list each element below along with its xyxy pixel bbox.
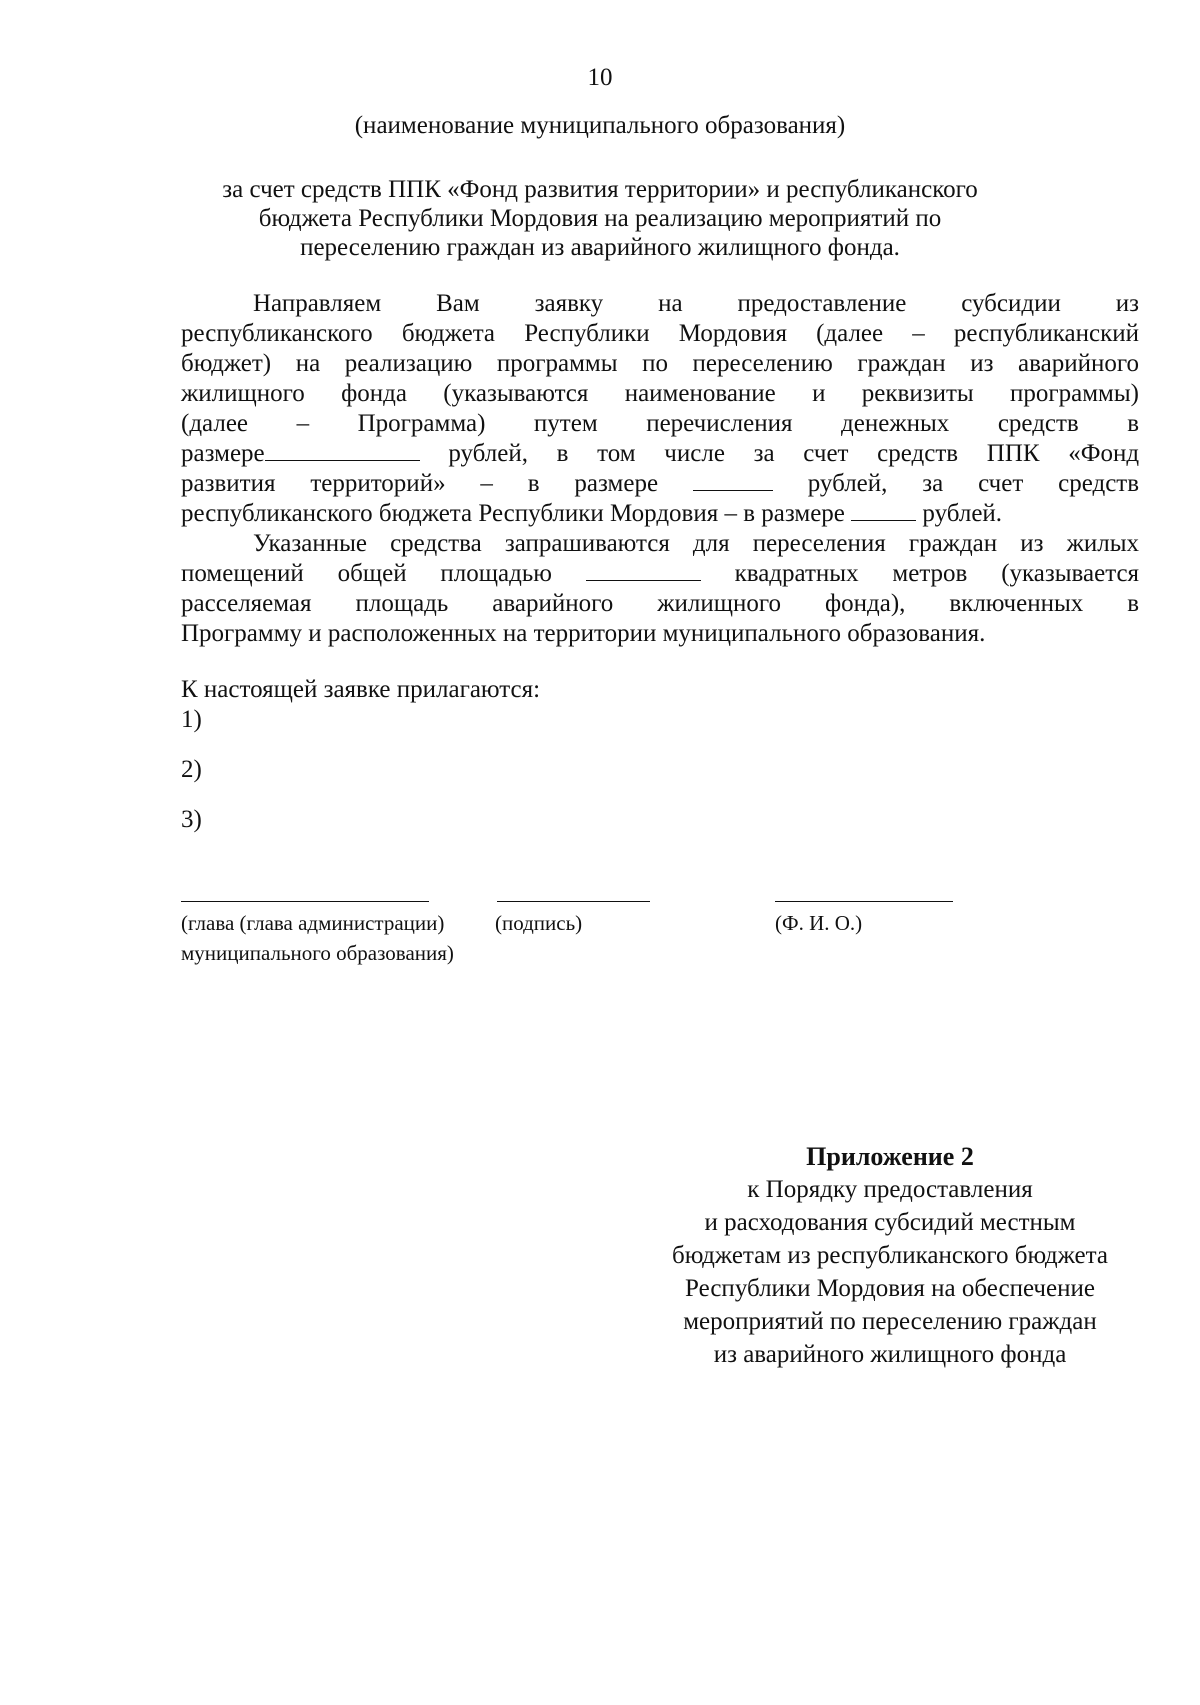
appendix-line-3: бюджетам из республиканского бюджета <box>672 1242 1108 1269</box>
municipality-caption: (наименование муниципального образования) <box>354 112 846 139</box>
attachments-heading: К настоящей заявке прилагаются: <box>181 676 541 703</box>
name-signature-line[interactable] <box>775 901 953 902</box>
body-paragraph-1-line-3: бюджет) на реализацию программы по переселению граждан из аварийного <box>181 350 1139 377</box>
body-paragraph-1-line-2: республиканского бюджета Республики Мордовия (далее – республиканский <box>181 320 1139 347</box>
attachment-item-1: 1) <box>181 706 202 733</box>
body-paragraph-1-line-8: республиканского бюджета Республики Мордовия – в размере рублей. <box>181 500 1003 527</box>
head-caption-line-2: муниципального образования) <box>181 941 454 965</box>
appendix-line-2: и расходования субсидий местным <box>704 1209 1076 1236</box>
appendix-title: Приложение 2 <box>806 1142 974 1171</box>
appendix-line-1: к Порядку предоставления <box>747 1176 1033 1203</box>
attachment-item-3: 3) <box>181 806 202 833</box>
amount-fund-blank[interactable] <box>693 472 773 491</box>
attachment-item-2: 2) <box>181 756 202 783</box>
appendix-line-4: Республики Мордовия на обеспечение <box>685 1275 1095 1302</box>
appendix-block <box>630 1140 1150 1371</box>
body-paragraph-1-line-5: (далее – Программа) путем перечисления денежных средств в <box>181 410 1140 437</box>
signature-caption: (подпись) <box>495 911 583 935</box>
body-paragraph-2-line-1: Указанные средства запрашиваются для переселения граждан из жилых <box>253 530 1139 557</box>
body-paragraph-1-line-6: размере рублей, в том числе за счет средств ППК «Фонд <box>181 440 1140 467</box>
head-signature-line[interactable] <box>181 901 429 902</box>
amount-total-blank[interactable] <box>265 442 420 461</box>
body-paragraph-1-line-7: развития территорий» – в размере рублей, за счет средств <box>181 470 1140 497</box>
area-blank[interactable] <box>586 562 701 581</box>
head-caption-line-1: (глава (глава администрации) <box>181 911 445 935</box>
body-paragraph-1-line-1: Направляем Вам заявку на предоставление субсидии из <box>253 290 1140 317</box>
appendix-line-6: из аварийного жилищного фонда <box>713 1341 1067 1368</box>
subject-line-2: бюджета Республики Мордовия на реализацию мероприятий по <box>258 205 942 232</box>
signature-line[interactable] <box>497 901 650 902</box>
amount-republic-blank[interactable] <box>851 502 916 521</box>
name-caption: (Ф. И. О.) <box>775 911 863 935</box>
page-number: 10 <box>587 64 613 91</box>
body-paragraph-2-line-2: помещений общей площадью квадратных метров (указывается <box>181 560 1140 587</box>
body-paragraph-2-line-3: расселяемая площадь аварийного жилищного фонда), включенных в <box>181 590 1140 617</box>
body-paragraph-2-line-4: Программу и расположенных на территории муниципального образования. <box>181 620 986 647</box>
subject-line-3: переселению граждан из аварийного жилищного фонда. <box>300 234 900 261</box>
body-paragraph-1-line-4: жилищного фонда (указываются наименование и реквизиты программы) <box>181 380 1139 407</box>
appendix-line-5: мероприятий по переселению граждан <box>683 1308 1097 1335</box>
subject-line-1: за счет средств ППК «Фонд развития территории» и республиканского <box>222 176 978 203</box>
